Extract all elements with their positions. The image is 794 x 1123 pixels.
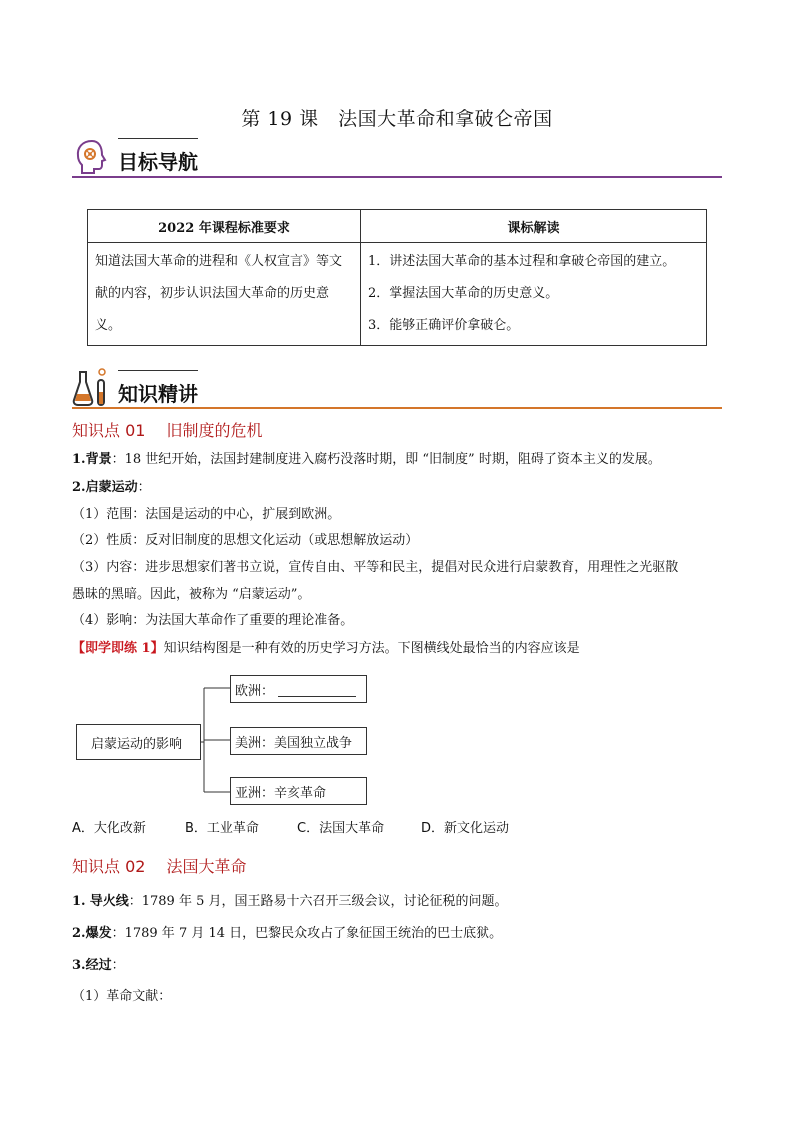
answer-blank xyxy=(278,682,356,697)
label-background: 背景 xyxy=(85,452,112,467)
knowledge-point-heading: 知识点 02 法国大革命 xyxy=(72,857,247,876)
table-cell-standards xyxy=(88,243,361,346)
header-top-rule xyxy=(118,138,198,139)
page-title: 第 19 课 法国大革命和拿破仑帝国 xyxy=(241,108,553,130)
paragraph-background: 1.背景：18 世纪开始，法国封建制度进入腐朽没落时期，即 “旧制度” 时期，阻碍了资本主义的发展。 xyxy=(72,452,661,467)
option-c[interactable]: C．法国大革命 xyxy=(297,821,385,836)
list-item: （4）影响：为法国大革命作了重要的理论准备。 xyxy=(72,613,354,628)
header-top-rule xyxy=(118,370,198,371)
interpretation-item: 2．掌握法国大革命的历史意义。 xyxy=(368,286,559,301)
table-header-standards: 2022 年课程标准要求 xyxy=(88,210,361,243)
option-a[interactable]: A．大化改新 xyxy=(72,821,146,836)
table-cell-interpretation xyxy=(361,243,707,346)
paragraph-process: 3.经过： xyxy=(72,958,125,973)
label-enlightenment: 启蒙运动 xyxy=(85,480,138,495)
diagram-branch-europe: 欧洲： xyxy=(230,675,367,703)
option-b[interactable]: B．工业革命 xyxy=(185,821,259,836)
brain-gear-icon xyxy=(74,138,110,176)
standards-text: 知道法国大革命的进程和《人权宣言》等文献的内容，初步认识法国大革命的历史意义。 xyxy=(95,254,343,333)
list-item: （2）性质：反对旧制度的思想文化运动（或思想解放运动） xyxy=(72,533,419,548)
section-header-goals xyxy=(72,136,722,180)
structure-diagram xyxy=(76,672,376,812)
answer-options xyxy=(72,816,509,842)
standards-table xyxy=(87,209,707,346)
knowledge-point-heading: 知识点 01 旧制度的危机 xyxy=(72,421,263,440)
list-item: （1）革命文献： xyxy=(72,989,172,1004)
practice-question: 【即学即练 1】知识结构图是一种有效的历史学习方法。下图横线处最恰当的内容应该是 xyxy=(72,641,580,656)
table-row xyxy=(88,243,707,346)
list-item: （1）范围：法国是运动的中心，扩展到欧洲。 xyxy=(72,507,341,522)
list-item: 愚昧的黑暗。因此，被称为 “启蒙运动”。 xyxy=(72,587,311,602)
diagram-root-box: 启蒙运动的影响 xyxy=(76,724,201,760)
header-underline xyxy=(72,407,722,409)
section-header-knowledge xyxy=(72,366,722,410)
list-item: （3）内容：进步思想家们著书立说，宣传自由、平等和民主，提倡对民众进行启蒙教育，用理性之光驱散 xyxy=(72,560,679,575)
paragraph-trigger: 1. 导火线：1789 年 5 月，国王路易十六召开三级会议，讨论征税的问题。 xyxy=(72,894,508,909)
interpretation-item: 1．讲述法国大革命的基本过程和拿破仑帝国的建立。 xyxy=(368,254,676,269)
table-header-row xyxy=(88,210,707,243)
diagram-branch-america: 美洲：美国独立战争 xyxy=(230,727,367,755)
interpretation-item: 3．能够正确评价拿破仑。 xyxy=(368,318,520,333)
label-outbreak: 爆发 xyxy=(85,926,112,941)
label-trigger: 导火线 xyxy=(89,894,129,909)
header-underline xyxy=(72,176,722,178)
table-header-interpretation: 课标解读 xyxy=(361,210,707,243)
section-title: 目标导航 xyxy=(118,150,198,174)
paragraph-enlightenment: 2.启蒙运动： xyxy=(72,480,151,495)
lab-flask-icon xyxy=(72,366,112,408)
paragraph-outbreak: 2.爆发：1789 年 7 月 14 日，巴黎民众攻占了象征国王统治的巴士底狱。 xyxy=(72,926,503,941)
diagram-branch-asia: 亚洲：辛亥革命 xyxy=(230,777,367,805)
practice-label: 【即学即练 1】 xyxy=(72,641,164,656)
section-title: 知识精讲 xyxy=(118,382,198,406)
label-process: 经过 xyxy=(85,958,112,973)
option-d[interactable]: D．新文化运动 xyxy=(421,821,510,836)
